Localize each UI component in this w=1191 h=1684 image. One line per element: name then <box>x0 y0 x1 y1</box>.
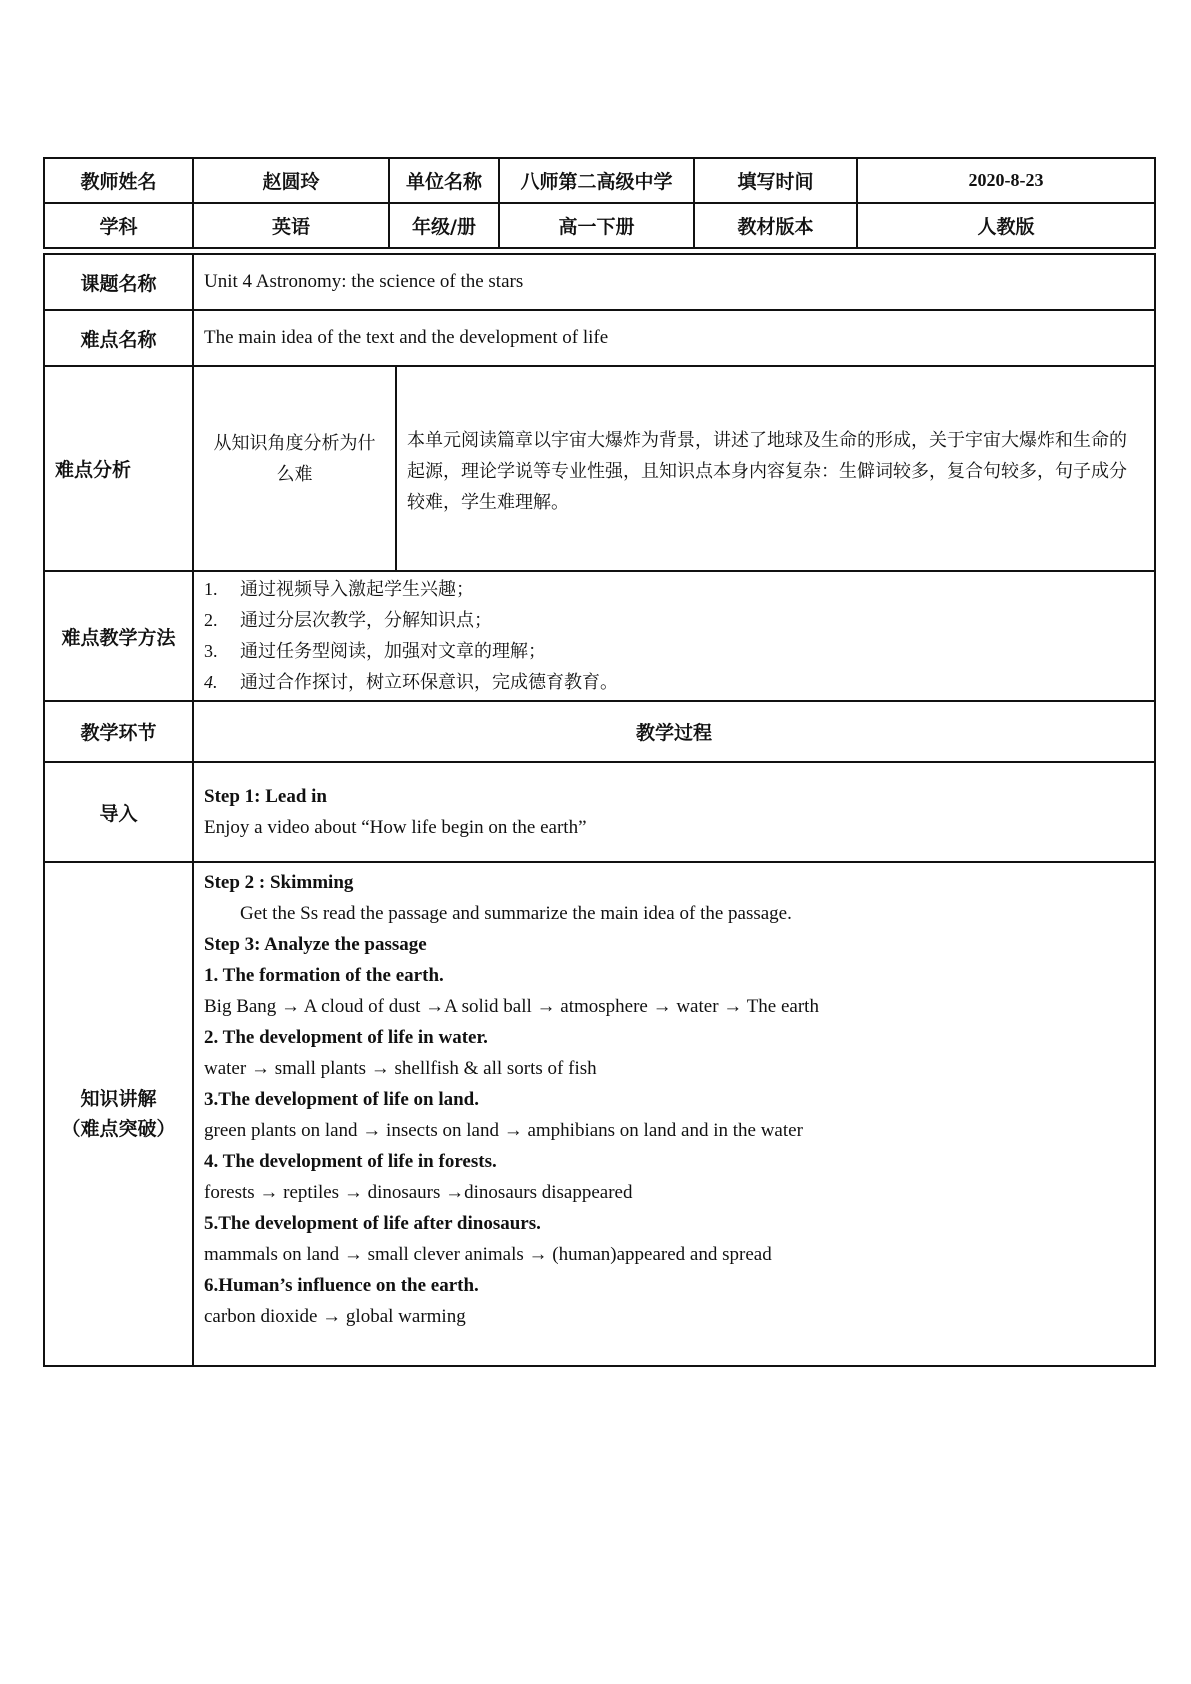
list-item: 4. 通过合作探讨，树立环保意识，完成德育教育。 <box>204 672 618 693</box>
step3-title: Step 3: Analyze the passage <box>204 934 427 955</box>
point-title: 3.The development of life on land. <box>204 1089 479 1110</box>
step2-text: Get the Ss read the passage and summarize the main idea of the passage. <box>240 903 792 924</box>
knowledge-cell <box>193 862 1155 1366</box>
grade-label: 年级/册 <box>389 203 499 248</box>
lead-in-text: Enjoy a video about “How life begin on the earth” <box>204 817 587 838</box>
info-row-1 <box>44 158 1155 203</box>
analysis-label: 难点分析 <box>44 366 193 571</box>
process-stage-label: 教学环节 <box>44 701 193 762</box>
point-text: green plants on land → insects on land → amphibians on land and in the water <box>204 1120 803 1141</box>
analysis-text: 本单元阅读篇章以宇宙大爆炸为背景，讲述了地球及生命的形成，关于宇宙大爆炸和生命的起源，理论学说等专业性强，且知识点本身内容复杂：生僻词较多，复合句较多，句子成分较难，学生难理解。 <box>396 366 1155 571</box>
methods-cell <box>193 571 1155 701</box>
teacher-name-value: 赵圆玲 <box>193 158 389 203</box>
lead-in-row <box>44 762 1155 862</box>
school-value: 八师第二高级中学 <box>499 158 694 203</box>
point-title: 6.Human’s influence on the earth. <box>204 1275 479 1296</box>
point-title: 2. The development of life in water. <box>204 1027 488 1048</box>
difficulty-label: 难点名称 <box>44 310 193 366</box>
methods-row <box>44 571 1155 701</box>
subject-value: 英语 <box>193 203 389 248</box>
list-item: 1. 通过视频导入激起学生兴趣； <box>204 579 474 600</box>
content-table <box>43 253 1156 1367</box>
point-text: forests → reptiles → dinosaurs →dinosaurs disappeared <box>204 1182 633 1203</box>
process-title: 教学过程 <box>193 701 1155 762</box>
point-title: 4. The development of life in forests. <box>204 1151 497 1172</box>
date-label: 填写时间 <box>694 158 857 203</box>
step2-title: Step 2 : Skimming <box>204 872 354 893</box>
point-title: 1. The formation of the earth. <box>204 965 444 986</box>
point-text: mammals on land → small clever animals → (human)appeared and spread <box>204 1244 772 1265</box>
date-value: 2020-8-23 <box>857 158 1155 203</box>
edition-label: 教材版本 <box>694 203 857 248</box>
info-row-2 <box>44 203 1155 248</box>
knowledge-row <box>44 862 1155 1366</box>
list-item: 3. 通过任务型阅读，加强对文章的理解； <box>204 641 546 662</box>
point-text: carbon dioxide → global warming <box>204 1306 466 1327</box>
lead-in-label: 导入 <box>44 762 193 862</box>
edition-value: 人教版 <box>857 203 1155 248</box>
teacher-name-label: 教师姓名 <box>44 158 193 203</box>
analysis-sub-label-text: 从知识角度分析为什么难 <box>213 432 376 485</box>
lead-in-cell <box>193 762 1155 862</box>
knowledge-label-line2: （难点突破） <box>61 1118 176 1140</box>
list-item: 2. 通过分层次教学，分解知识点； <box>204 610 492 631</box>
knowledge-label <box>44 862 193 1366</box>
process-header-row <box>44 701 1155 762</box>
methods-label: 难点教学方法 <box>44 571 193 701</box>
knowledge-label-line1: 知识讲解 <box>80 1088 157 1110</box>
methods-list <box>194 572 1154 700</box>
analysis-sub-label <box>193 366 396 571</box>
lead-in-title: Step 1: Lead in <box>204 786 327 807</box>
topic-value: Unit 4 Astronomy: the science of the stars <box>193 254 1155 310</box>
analysis-row <box>44 366 1155 571</box>
topic-row <box>44 254 1155 310</box>
point-text: water → small plants → shellfish & all sorts of fish <box>204 1058 597 1079</box>
difficulty-row <box>44 310 1155 366</box>
point-title: 5.The development of life after dinosaurs. <box>204 1213 541 1234</box>
school-label: 单位名称 <box>389 158 499 203</box>
subject-label: 学科 <box>44 203 193 248</box>
grade-value: 高一下册 <box>499 203 694 248</box>
lesson-plan-sheet <box>43 157 1154 1367</box>
difficulty-value: The main idea of the text and the development of life <box>193 310 1155 366</box>
point-text: Big Bang → A cloud of dust →A solid ball → atmosphere → water → The earth <box>204 996 819 1017</box>
info-table <box>43 157 1156 249</box>
topic-label: 课题名称 <box>44 254 193 310</box>
